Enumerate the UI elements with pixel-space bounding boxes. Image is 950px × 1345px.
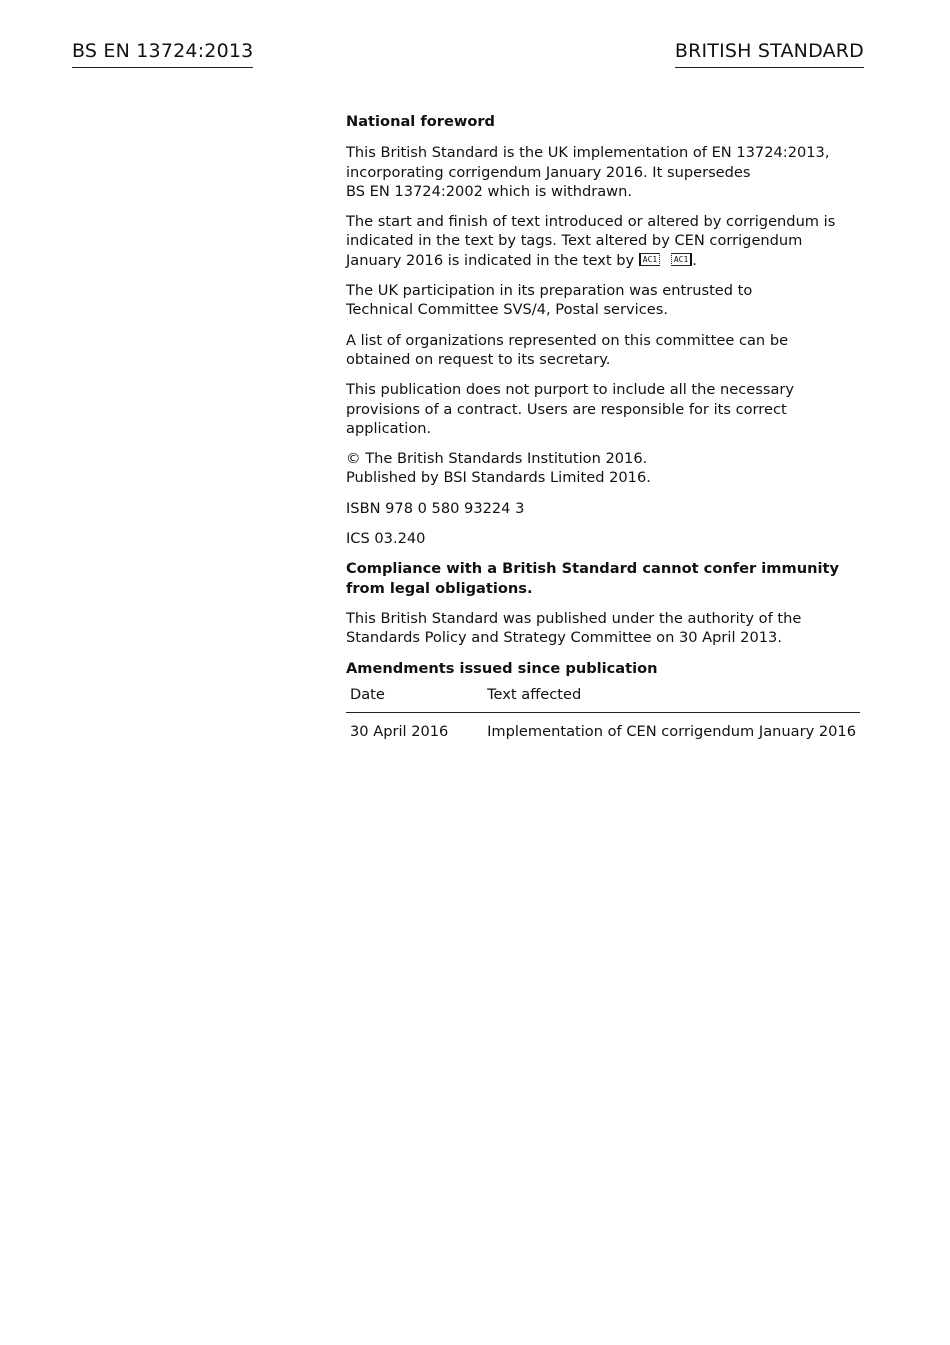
foreword-paragraph-copyright	[346, 449, 866, 488]
table-row	[346, 713, 860, 742]
foreword-paragraph-corrigendum	[346, 212, 866, 270]
text-line: indicated in the text by tags. Text altered by CEN corrigendum	[346, 232, 803, 250]
text-line: The UK participation in its preparation was entrusted to	[346, 282, 753, 300]
text-fragment: .	[692, 251, 697, 269]
text-line: This British Standard is the UK implementation of EN 13724:2013,	[346, 144, 830, 162]
corrigendum-open-tag-icon: AC1	[639, 253, 660, 266]
text-line: The start and finish of text introduced or altered by corrigendum is	[346, 213, 836, 231]
foreword-paragraph-contract	[346, 380, 866, 438]
header-standard-type: BRITISH STANDARD	[675, 38, 864, 68]
amendment-date-cell: 30 April 2016	[350, 723, 449, 741]
text-line: BS EN 13724:2002 which is withdrawn.	[346, 182, 632, 200]
foreword-paragraph-authority	[346, 609, 866, 648]
text-line: This British Standard was published under the authority of the	[346, 609, 802, 627]
header-standard-number: BS EN 13724:2013	[72, 38, 253, 68]
corrigendum-close-tag-icon: AC1	[671, 253, 692, 266]
foreword-title: National foreword	[346, 113, 496, 130]
text-line	[346, 251, 866, 270]
table-header-row	[346, 681, 860, 713]
text-line: Published by BSI Standards Limited 2016.	[346, 469, 651, 487]
text-line: from legal obligations.	[346, 579, 533, 597]
text-line: © The British Standards Institution 2016.	[346, 450, 648, 468]
foreword-paragraph-implementation	[346, 143, 866, 201]
column-header-date: Date	[346, 681, 483, 713]
ics-code: ICS 03.240	[346, 530, 426, 548]
text-line: provisions of a contract. Users are responsible for its correct	[346, 400, 787, 418]
amendment-text-cell: Implementation of CEN corrigendum January 2016	[487, 723, 856, 741]
isbn: ISBN 978 0 580 93224 3	[346, 499, 525, 517]
foreword-paragraph-organizations	[346, 331, 866, 370]
text-line: obtained on request to its secretary.	[346, 350, 611, 368]
amendments-title: Amendments issued since publication	[346, 659, 658, 677]
column-header-text-affected: Text affected	[483, 681, 860, 713]
text-line: Compliance with a British Standard cannot confer immunity	[346, 560, 839, 578]
compliance-notice	[346, 559, 866, 598]
text-line: A list of organizations represented on this committee can be	[346, 331, 789, 349]
text-fragment: January 2016 is indicated in the text by	[346, 251, 635, 269]
text-line: Standards Policy and Strategy Committee on 30 April 2013.	[346, 629, 782, 647]
national-foreword-section	[346, 112, 866, 741]
text-line: incorporating corrigendum January 2016. It supersedes	[346, 163, 751, 181]
amendments-table	[346, 681, 860, 742]
text-line: Technical Committee SVS/4, Postal services.	[346, 301, 668, 319]
text-line: application.	[346, 419, 432, 437]
text-line: This publication does not purport to include all the necessary	[346, 381, 795, 399]
foreword-paragraph-committee	[346, 281, 866, 320]
